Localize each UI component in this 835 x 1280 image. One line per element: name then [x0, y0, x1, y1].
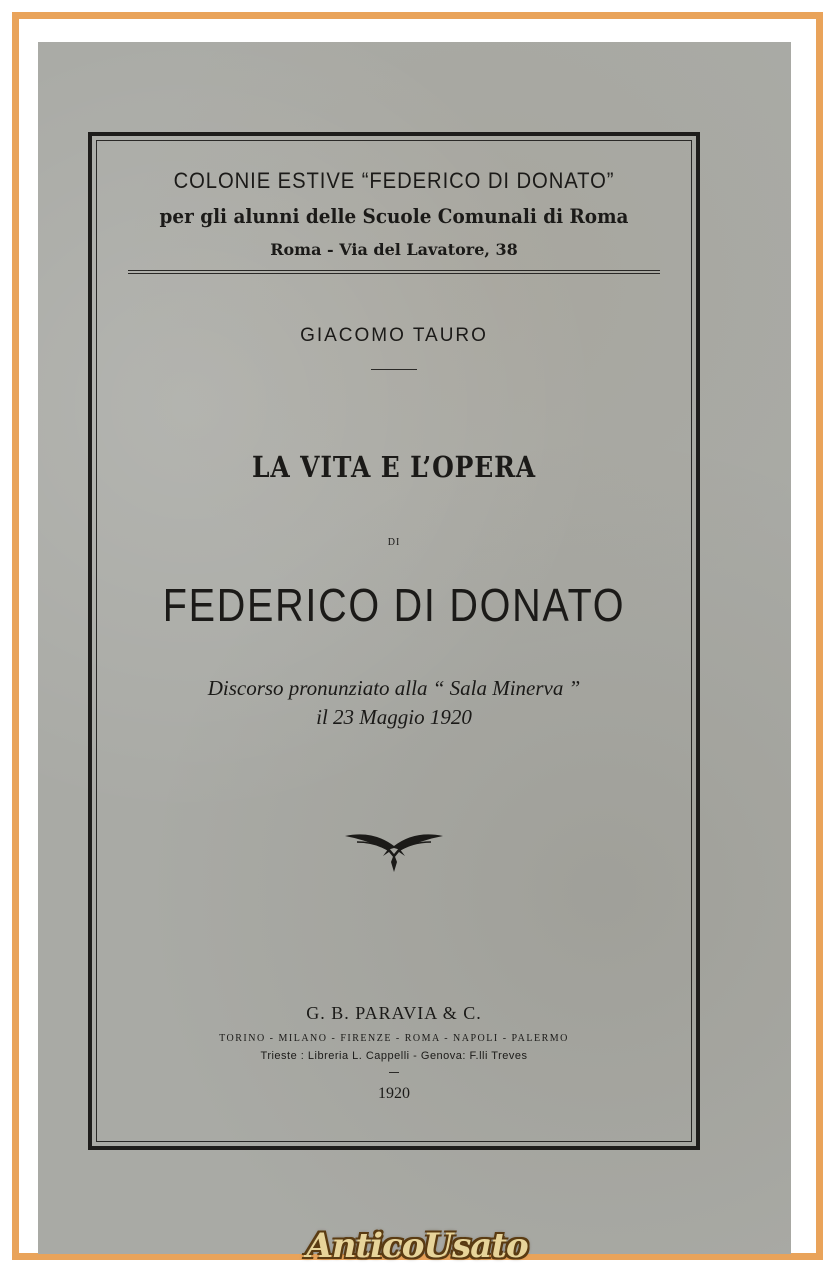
publisher-cities: TORINO - MILANO - FIRENZE - ROMA - NAPOLI - PALERMO	[219, 1033, 569, 1044]
cover-inner-border	[96, 140, 692, 1142]
subtitle-line-1: Discorso pronunziato alla “ Sala Minerva ”	[207, 676, 581, 700]
subtitle-line-2: il 23 Maggio 1920	[316, 705, 472, 729]
year-divider	[389, 1072, 399, 1073]
header-line-2: per gli alunni delle Scuole Comunali di Roma	[159, 204, 629, 228]
publisher-branches: Trieste : Libreria L. Cappelli - Genova: F.lli Treves	[260, 1050, 528, 1062]
fleuron-ornament-icon	[343, 828, 445, 874]
author-divider	[371, 369, 417, 370]
header-divider	[128, 270, 660, 274]
header-line-1: COLONIE ESTIVE “FEDERICO DI DONATO”	[173, 168, 615, 193]
publication-year: 1920	[378, 1085, 410, 1102]
title-line-1: LA VITA E L’OPERA	[252, 450, 536, 484]
title-connector: DI	[387, 537, 401, 548]
title-line-2: FEDERICO DI DONATO	[162, 579, 626, 631]
author-name: GIACOMO TAURO	[300, 325, 488, 346]
watermark-logo: AnticoUsato	[306, 1226, 528, 1266]
publisher-name: G. B. PARAVIA & C.	[306, 1003, 482, 1023]
header-line-3: Roma - Via del Lavatore, 38	[270, 240, 518, 259]
